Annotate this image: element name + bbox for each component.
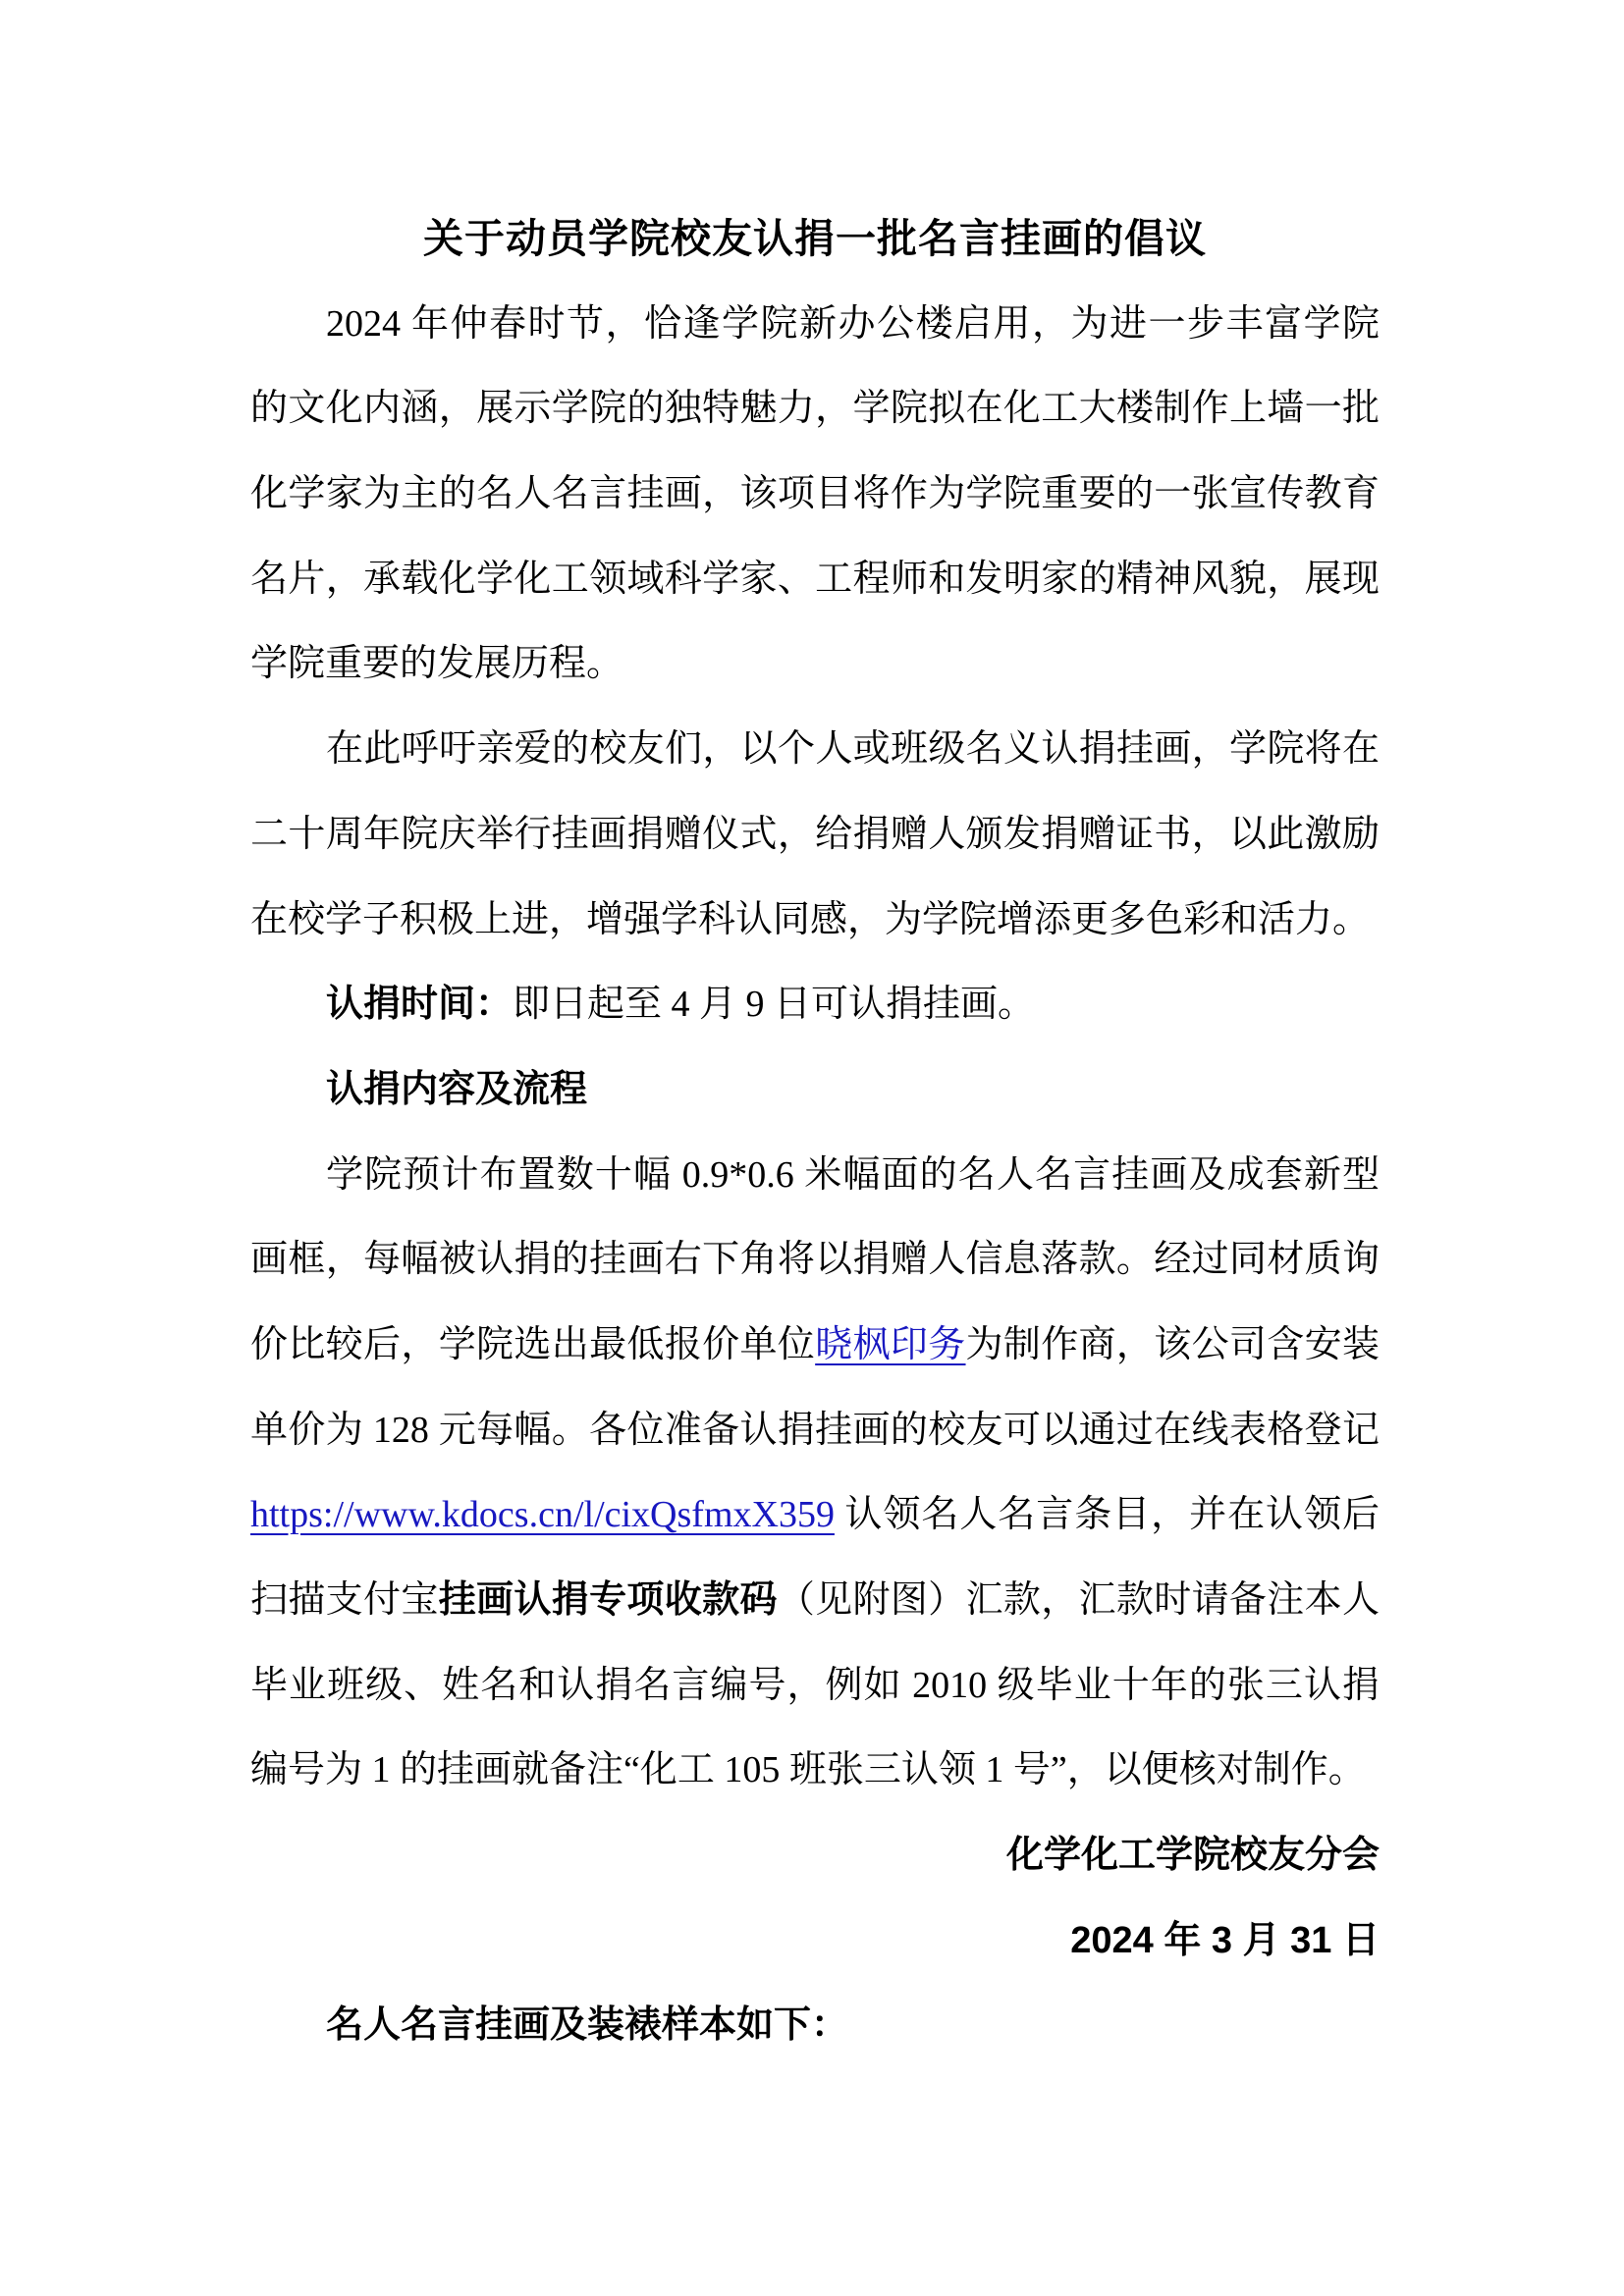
text-segment: 扫描支付宝: [250, 1579, 439, 1621]
document-content: [250, 196, 1380, 2068]
paragraph3-line3: [250, 1303, 1380, 1388]
paragraph3-line7: [250, 1643, 1380, 1729]
text-segment: 单价为 128 元每幅。各位准备认捐挂画的校友可以通过在线表格登记: [250, 1409, 1380, 1451]
donation-time-label: 认捐时间：: [326, 984, 514, 1026]
page-title: 关于动员学院校友认捐一批名言挂画的倡议: [423, 216, 1207, 261]
text-segment: 名片，承载化学化工领域科学家、工程师和发明家的精神风貌，展现: [250, 558, 1380, 600]
text-segment: 画框，每幅被认捐的挂画右下角将以捐赠人信息落款。经过同材质询: [250, 1239, 1380, 1281]
registration-url-link[interactable]: https://www.kdocs.cn/l/cixQsfmxX359: [250, 1494, 835, 1536]
text-segment: 即日起至 4 月 9 日可认捐挂画。: [513, 984, 1036, 1026]
text-segment: 为制作商，该公司含安装: [965, 1323, 1380, 1365]
sample-note-line: [250, 1983, 1380, 2068]
text-segment: 在校学子积极上进，增强学科认同感，为学院增添更多色彩和活力。: [250, 898, 1371, 940]
paragraph3-line5: [250, 1472, 1380, 1558]
paragraph1-line1: [250, 282, 1380, 367]
text-segment: 化学家为主的名人名言挂画，该项目将作为学院重要的一张宣传教育: [250, 473, 1380, 515]
text-segment: 价比较后，学院选出最低报价单位: [250, 1323, 816, 1365]
paragraph2-line3: [250, 878, 1380, 963]
text-segment: 二十周年院庆举行挂画捐赠仪式，给捐赠人颁发捐赠证书，以此激励: [250, 813, 1380, 855]
paragraph3-line8: [250, 1728, 1380, 1813]
paragraph3-line6: [250, 1558, 1380, 1643]
text-segment: 编号为 1 的挂画就备注“化工 105 班张三认领 1 号”，以便核对制作。: [250, 1749, 1366, 1791]
paragraph1-line4: [250, 537, 1380, 622]
payment-code-label: 挂画认捐专项收款码: [438, 1579, 778, 1621]
paragraph3-line4: [250, 1388, 1380, 1473]
text-segment: 学院重要的发展历程。: [250, 643, 624, 685]
title-line: [250, 196, 1380, 282]
text-segment: 毕业班级、姓名和认捐名言编号，例如 2010 级毕业十年的张三认捐: [250, 1664, 1380, 1706]
text-segment: （见附图）汇款，汇款时请备注本人: [777, 1579, 1380, 1621]
paragraph3-line2: [250, 1217, 1380, 1303]
paragraph2-line2: [250, 792, 1380, 878]
sample-note: 名人名言挂画及装裱样本如下：: [326, 2004, 849, 2047]
signature: 化学化工学院校友分会: [1005, 1835, 1380, 1877]
text-segment: 2024 年仲春时节，恰逢学院新办公楼启用，为进一步丰富学院: [326, 302, 1380, 345]
text-segment: 认领名人名言条目，并在认领后: [834, 1494, 1380, 1536]
paragraph3-line1: [250, 1133, 1380, 1218]
paragraph1-line3: [250, 452, 1380, 537]
section-heading: 认捐内容及流程: [326, 1068, 588, 1110]
donation-time-line: [250, 962, 1380, 1047]
text-segment: 学院预计布置数十幅 0.9*0.6 米幅面的名人名言挂画及成套新型: [326, 1153, 1380, 1196]
paragraph2-line1: [250, 707, 1380, 792]
date: 2024 年 3 月 31 日: [1070, 1919, 1380, 1961]
date-line: [250, 1898, 1380, 1984]
paragraph1-line2: [250, 366, 1380, 452]
text-segment: 的文化内涵，展示学院的独特魅力，学院拟在化工大楼制作上墙一批: [250, 388, 1380, 430]
section-heading-line: [250, 1047, 1380, 1133]
paragraph1-line5: [250, 621, 1380, 707]
text-segment: 在此呼吁亲爱的校友们，以个人或班级名义认捐挂画，学院将在: [326, 728, 1380, 771]
signature-line: [250, 1813, 1380, 1898]
vendor-link[interactable]: 晓枫印务: [815, 1323, 966, 1365]
